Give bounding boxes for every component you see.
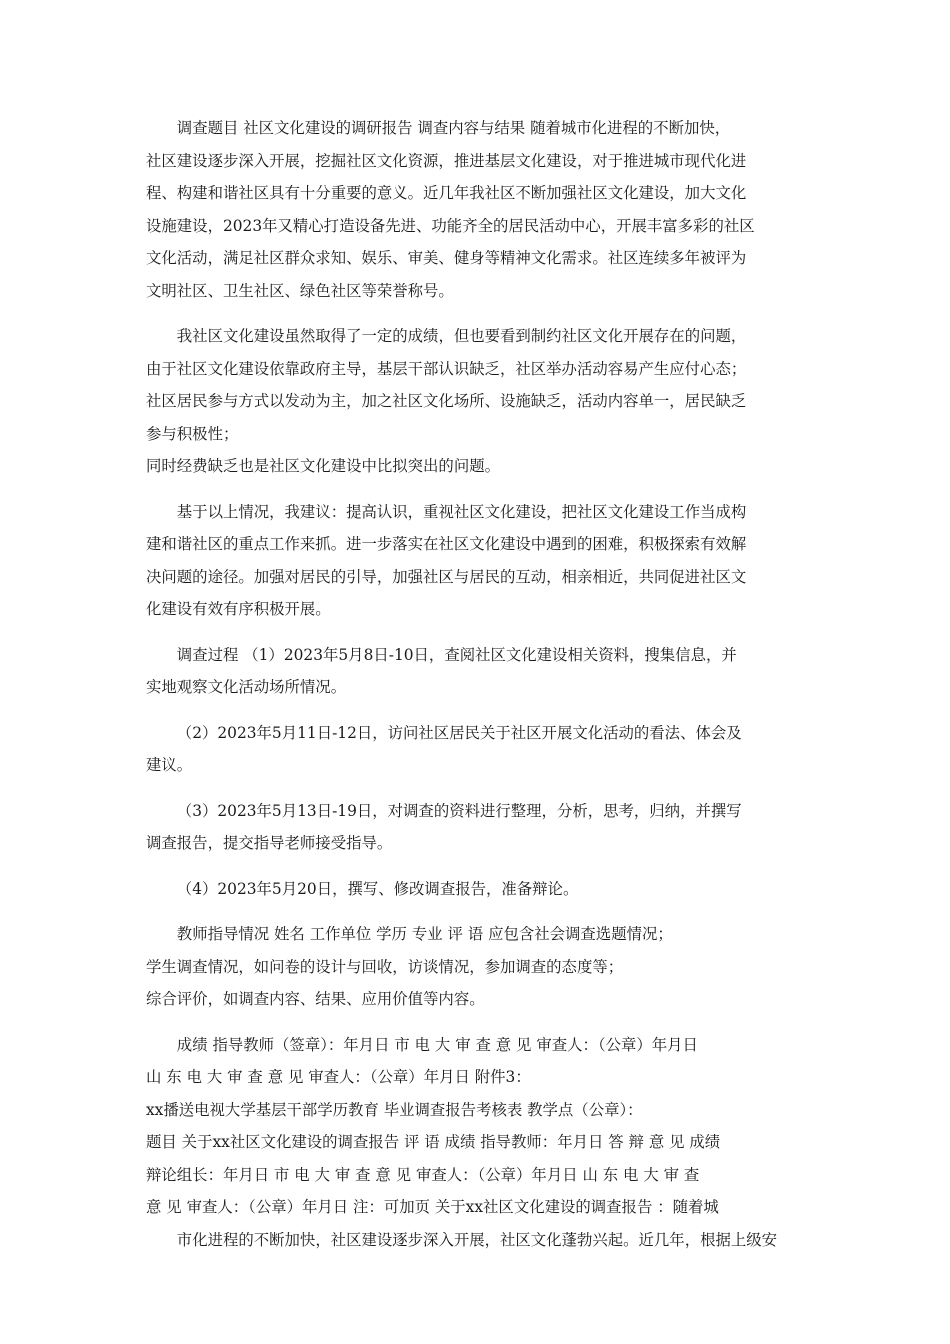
paragraph-line: 文明社区、卫生社区、绿色社区等荣誉称号。 xyxy=(146,281,454,300)
paragraph-line: 参与积极性； xyxy=(146,424,239,443)
paragraph-line: 山 东 电 大 审 查 意 见 审查人：（公章）年月日 附件3： xyxy=(146,1068,531,1086)
paragraph-line: 教师指导情况 姓名 工作单位 学历 专业 评 语 应包含社会调查选题情况； xyxy=(176,925,673,943)
paragraph-line: 辩论组长：年月日 市 电 大 审 查 意 见 审查人：（公章）年月日 山 东 电 大 审 查 xyxy=(146,1165,700,1184)
paragraph-line: 化建设有效有序积极开展。 xyxy=(146,600,331,618)
paragraph xyxy=(146,795,810,860)
document-body xyxy=(146,112,810,1269)
paragraph-line: 程、构建和谐社区具有十分重要的意义。近几年我社区不断加强社区文化建设，加大文化 xyxy=(146,184,747,202)
paragraph-line: 学生调查情况，如问卷的设计与回收，访谈情况，参加调查的态度等； xyxy=(146,957,624,976)
paragraph-line: （2）2023年5月11日-12日，访问社区居民关于社区开展文化活动的看法、体会及 xyxy=(176,723,742,742)
paragraph-line: 调查报告，提交指导老师接受指导。 xyxy=(146,834,393,852)
paragraph xyxy=(146,496,810,626)
paragraph-line: 综合评价，如调查内容、结果、应用价值等内容。 xyxy=(146,990,485,1008)
paragraph-line: 题目 关于xx社区文化建设的调查报告 评 语 成绩 指导教师：年月日 答 辩 意 见 成绩 xyxy=(146,1133,721,1151)
paragraph-line: 调查题目 社区文化建设的调研报告 调查内容与结果 随着城市化进程的不断加快， xyxy=(176,119,731,137)
paragraph-line: 设施建设，2023年又精心打造设备先进、功能齐全的居民活动中心，开展丰富多彩的社区 xyxy=(146,216,755,235)
paragraph-line: xx播送电视大学基层干部学历教育 毕业调查报告考核表 教学点（公章）： xyxy=(146,1100,643,1119)
paragraph-line: 意 见 审查人：（公章）年月日 注：可加页 关于xx社区文化建设的调查报告 ：随着城 xyxy=(146,1198,719,1216)
paragraph-line: 实地观察文化活动场所情况。 xyxy=(146,678,347,696)
paragraph-line: 社区居民参与方式以发动为主，加之社区文化场所、设施缺乏，活动内容单一，居民缺乏 xyxy=(146,392,747,410)
paragraph-line: 市化进程的不断加快，社区建设逐步深入开展，社区文化蓬勃兴起。近几年，根据上级安 xyxy=(176,1230,778,1249)
paragraph-line: 调查过程 （1）2023年5月8日-10日，查阅社区文化建设相关资料，搜集信息，并 xyxy=(176,645,737,664)
paragraph xyxy=(146,873,810,906)
paragraph-line: 由于社区文化建设依靠政府主导，基层干部认识缺乏，社区举办活动容易产生应付心态； xyxy=(146,359,747,378)
paragraph-line: （4）2023年5月20日，撰写、修改调查报告，准备辩论。 xyxy=(176,879,579,898)
paragraph xyxy=(146,112,810,307)
paragraph xyxy=(146,717,810,782)
paragraph xyxy=(146,1029,810,1257)
paragraph-line: 我社区文化建设虽然取得了一定的成绩，但也要看到制约社区文化开展存在的问题， xyxy=(176,327,747,345)
paragraph-line: 决问题的途径。加强对居民的引导，加强社区与居民的互动，相亲相近，共同促进社区文 xyxy=(146,567,747,586)
paragraph-line: 建和谐社区的重点工作来抓。进一步落实在社区文化建设中遇到的困难，积极探索有效解 xyxy=(146,535,747,553)
paragraph xyxy=(146,918,810,1016)
paragraph-line: 文化活动，满足社区群众求知、娱乐、审美、健身等精神文化需求。社区连续多年被评为 xyxy=(146,249,747,267)
paragraph-line: 社区建设逐步深入开展，挖掘社区文化资源，推进基层文化建设，对于推进城市现代化进 xyxy=(146,151,747,170)
paragraph-line: 建议。 xyxy=(146,756,193,774)
paragraph-line: （3）2023年5月13日-19日，对调查的资料进行整理，分析，思考，归纳，并撰写 xyxy=(176,801,742,820)
paragraph-line: 基于以上情况，我建议：提高认识，重视社区文化建设，把社区文化建设工作当成构 xyxy=(176,502,747,521)
paragraph-line: 同时经费缺乏也是社区文化建设中比拟突出的问题。 xyxy=(146,457,500,475)
paragraph xyxy=(146,639,810,704)
paragraph xyxy=(146,320,810,483)
paragraph-line: 成绩 指导教师（签章）：年月日 市 电 大 审 查 意 见 审查人：（公章）年月日 xyxy=(176,1035,698,1054)
